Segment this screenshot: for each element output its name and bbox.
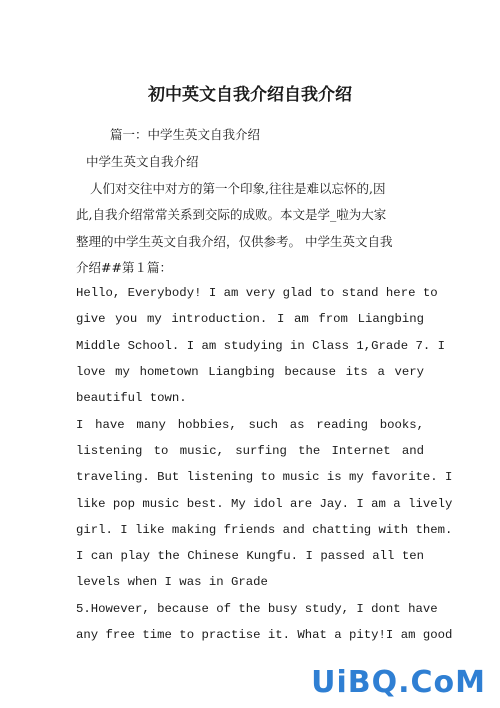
english-line: traveling. But listening to music is my favorite. I — [76, 470, 453, 484]
section-heading: 中学生英文自我介绍 — [86, 154, 199, 169]
english-line: 5.However, because of the busy study, I dont have — [76, 602, 438, 616]
english-line: Hello, Everybody! I am very glad to stand here to — [76, 286, 438, 300]
english-line: listening to music, surfing the Internet and — [76, 444, 424, 458]
english-line: levels when I was in Grade — [76, 575, 268, 589]
english-line: love my hometown Liangbing because its a very — [76, 365, 424, 379]
english-line: any free time to practise it. What a pity!I am good — [76, 628, 453, 642]
intro-line: 此,自我介绍常常关系到交际的成败。本文是学_啦为大家 — [76, 207, 387, 222]
english-line: Middle School. I am studying in Class 1,Grade 7. I — [76, 339, 445, 353]
intro-line: 介绍##第１篇： — [76, 260, 172, 275]
english-line: I have many hobbies, such as reading books, — [76, 418, 424, 432]
site-watermark: UiBQ.CoM — [311, 665, 486, 700]
section-subtitle: 篇一：中学生英文自我介绍 — [110, 127, 261, 142]
english-line: give you my introduction. I am from Liangbing — [76, 312, 424, 326]
intro-line: 人们对交往中对方的第一个印象,往往是难以忘怀的,因 — [90, 181, 386, 196]
english-line: like pop music best. My idol are Jay. I am a lively — [76, 497, 453, 511]
document-title: 初中英文自我介绍自我介绍 — [148, 85, 352, 105]
intro-line: 整理的中学生英文自我介绍，仅供参考。 中学生英文自我 — [76, 234, 393, 249]
english-line: I can play the Chinese Kungfu. I passed all ten — [76, 549, 424, 563]
english-line: girl. I like making friends and chatting with them. — [76, 523, 453, 537]
english-line: beautiful town. — [76, 391, 187, 405]
